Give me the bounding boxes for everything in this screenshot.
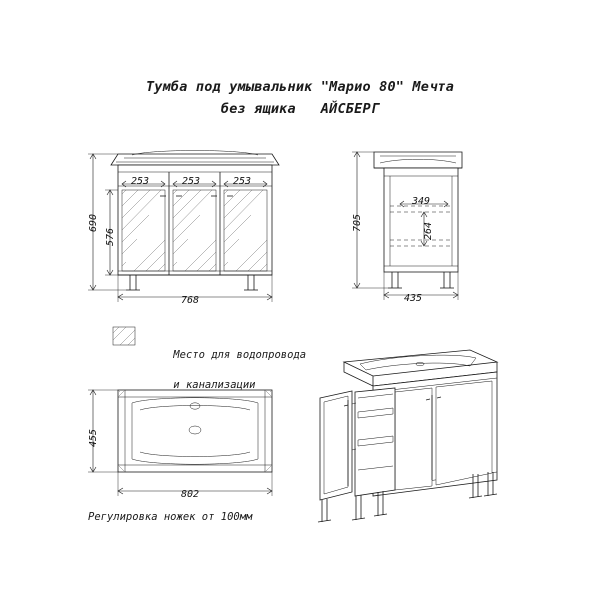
front-height-doors-label: 576	[105, 227, 116, 246]
front-section-left-label: 253	[131, 176, 150, 187]
side-view-group	[352, 152, 462, 300]
water-supply-note	[148, 333, 306, 408]
side-height-total-label: 705	[352, 213, 363, 232]
drawing-title-line-1: Тумба под умывальник "Марио 80" Мечта	[145, 79, 455, 95]
legend-swatch-group	[113, 327, 135, 345]
top-depth-label: 455	[88, 428, 99, 447]
water-supply-note-line-1: Место для водопровода	[173, 349, 307, 361]
side-shelf-upper-label: 349	[412, 196, 431, 207]
iso-view-group	[318, 350, 497, 522]
front-height-total-label: 690	[88, 213, 99, 232]
legs-adjustment-note: Регулировка ножек от 100мм	[88, 511, 253, 523]
top-width-label: 802	[181, 489, 200, 500]
side-shelf-lower-label: 264	[423, 221, 434, 240]
water-supply-note-line-2: и канализации	[173, 379, 256, 391]
front-section-right-label: 253	[233, 176, 252, 187]
front-view-group	[88, 151, 279, 303]
side-depth-total-label: 435	[404, 293, 423, 304]
front-width-total-label: 768	[181, 295, 200, 306]
drawing-title-line-2: без ящика АЙСБЕРГ	[220, 101, 380, 117]
front-section-center-label: 253	[182, 176, 201, 187]
